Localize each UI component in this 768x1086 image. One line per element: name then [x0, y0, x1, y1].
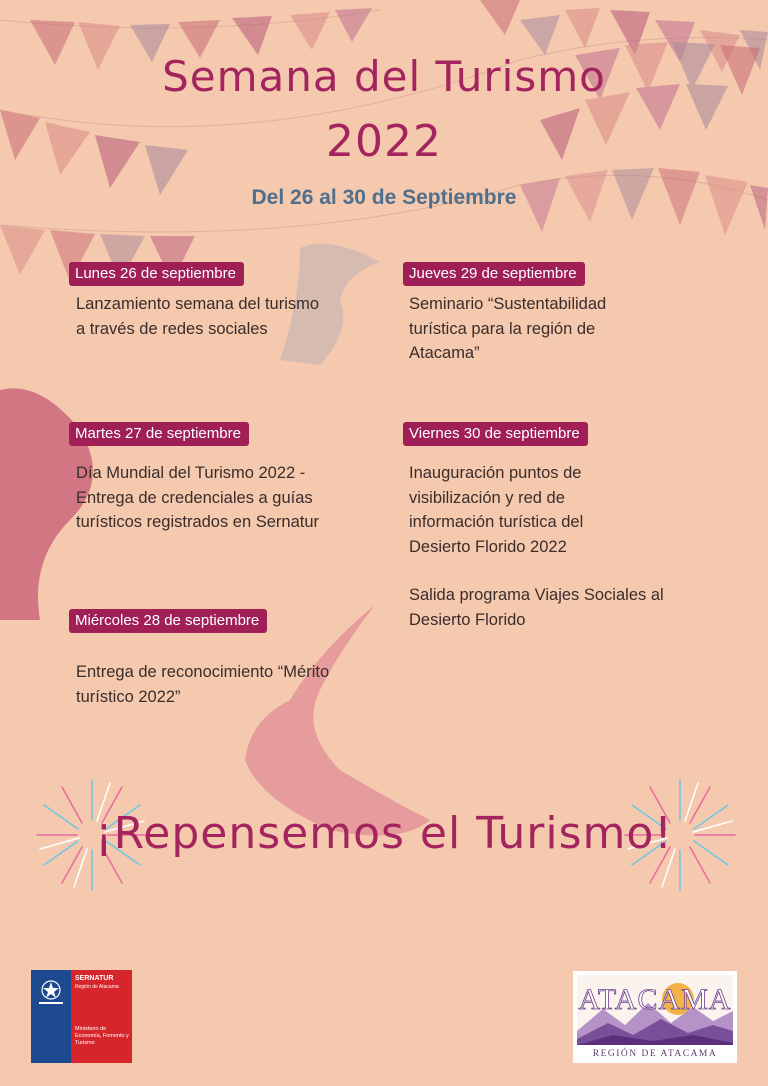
ministry-name: Ministerio de Economía, Fomento y Turismo [75, 1026, 129, 1046]
day-badge-monday: Lunes 26 de septiembre [69, 262, 244, 286]
event-friday-1: Inauguración puntos de visibilización y red de información turística del Desierto Florido 2022 [409, 464, 584, 556]
slogan: ¡Repensemos el Turismo! [95, 808, 673, 859]
event-thursday: Seminario “Sustentabilidad turística para la región de Atacama” [409, 295, 607, 362]
page-title-year: 2022 [326, 116, 442, 167]
event-wednesday: Entrega de reconocimiento “Mérito turístico 2022” [76, 663, 330, 706]
sernatur-region: Región de Atacama [75, 984, 119, 990]
day-badge-friday: Viernes 30 de septiembre [403, 422, 588, 446]
sernatur-logo [31, 970, 132, 1063]
event-monday: Lanzamiento semana del turismo a través de redes sociales [76, 295, 320, 338]
page-title: Semana del Turismo [162, 52, 606, 101]
atacama-logo [573, 971, 737, 1063]
event-tuesday: Día Mundial del Turismo 2022 - Entrega de credenciales a guías turísticos registrados en Sernatur [76, 464, 320, 531]
atacama-wordmark: ATACAMA [578, 983, 732, 1016]
day-badge-wednesday: Miércoles 28 de septiembre [69, 609, 267, 633]
day-badge-thursday: Jueves 29 de septiembre [403, 262, 585, 286]
event-friday-2: Salida programa Viajes Sociales al Desierto Florido [409, 586, 664, 629]
sernatur-name: SERNATUR [75, 975, 114, 982]
coat-of-arms-icon [31, 970, 71, 1022]
date-range: Del 26 al 30 de Septiembre [251, 186, 517, 209]
atacama-caption: REGIÓN DE ATACAMA [592, 1049, 718, 1059]
day-badge-tuesday: Martes 27 de septiembre [69, 422, 249, 446]
